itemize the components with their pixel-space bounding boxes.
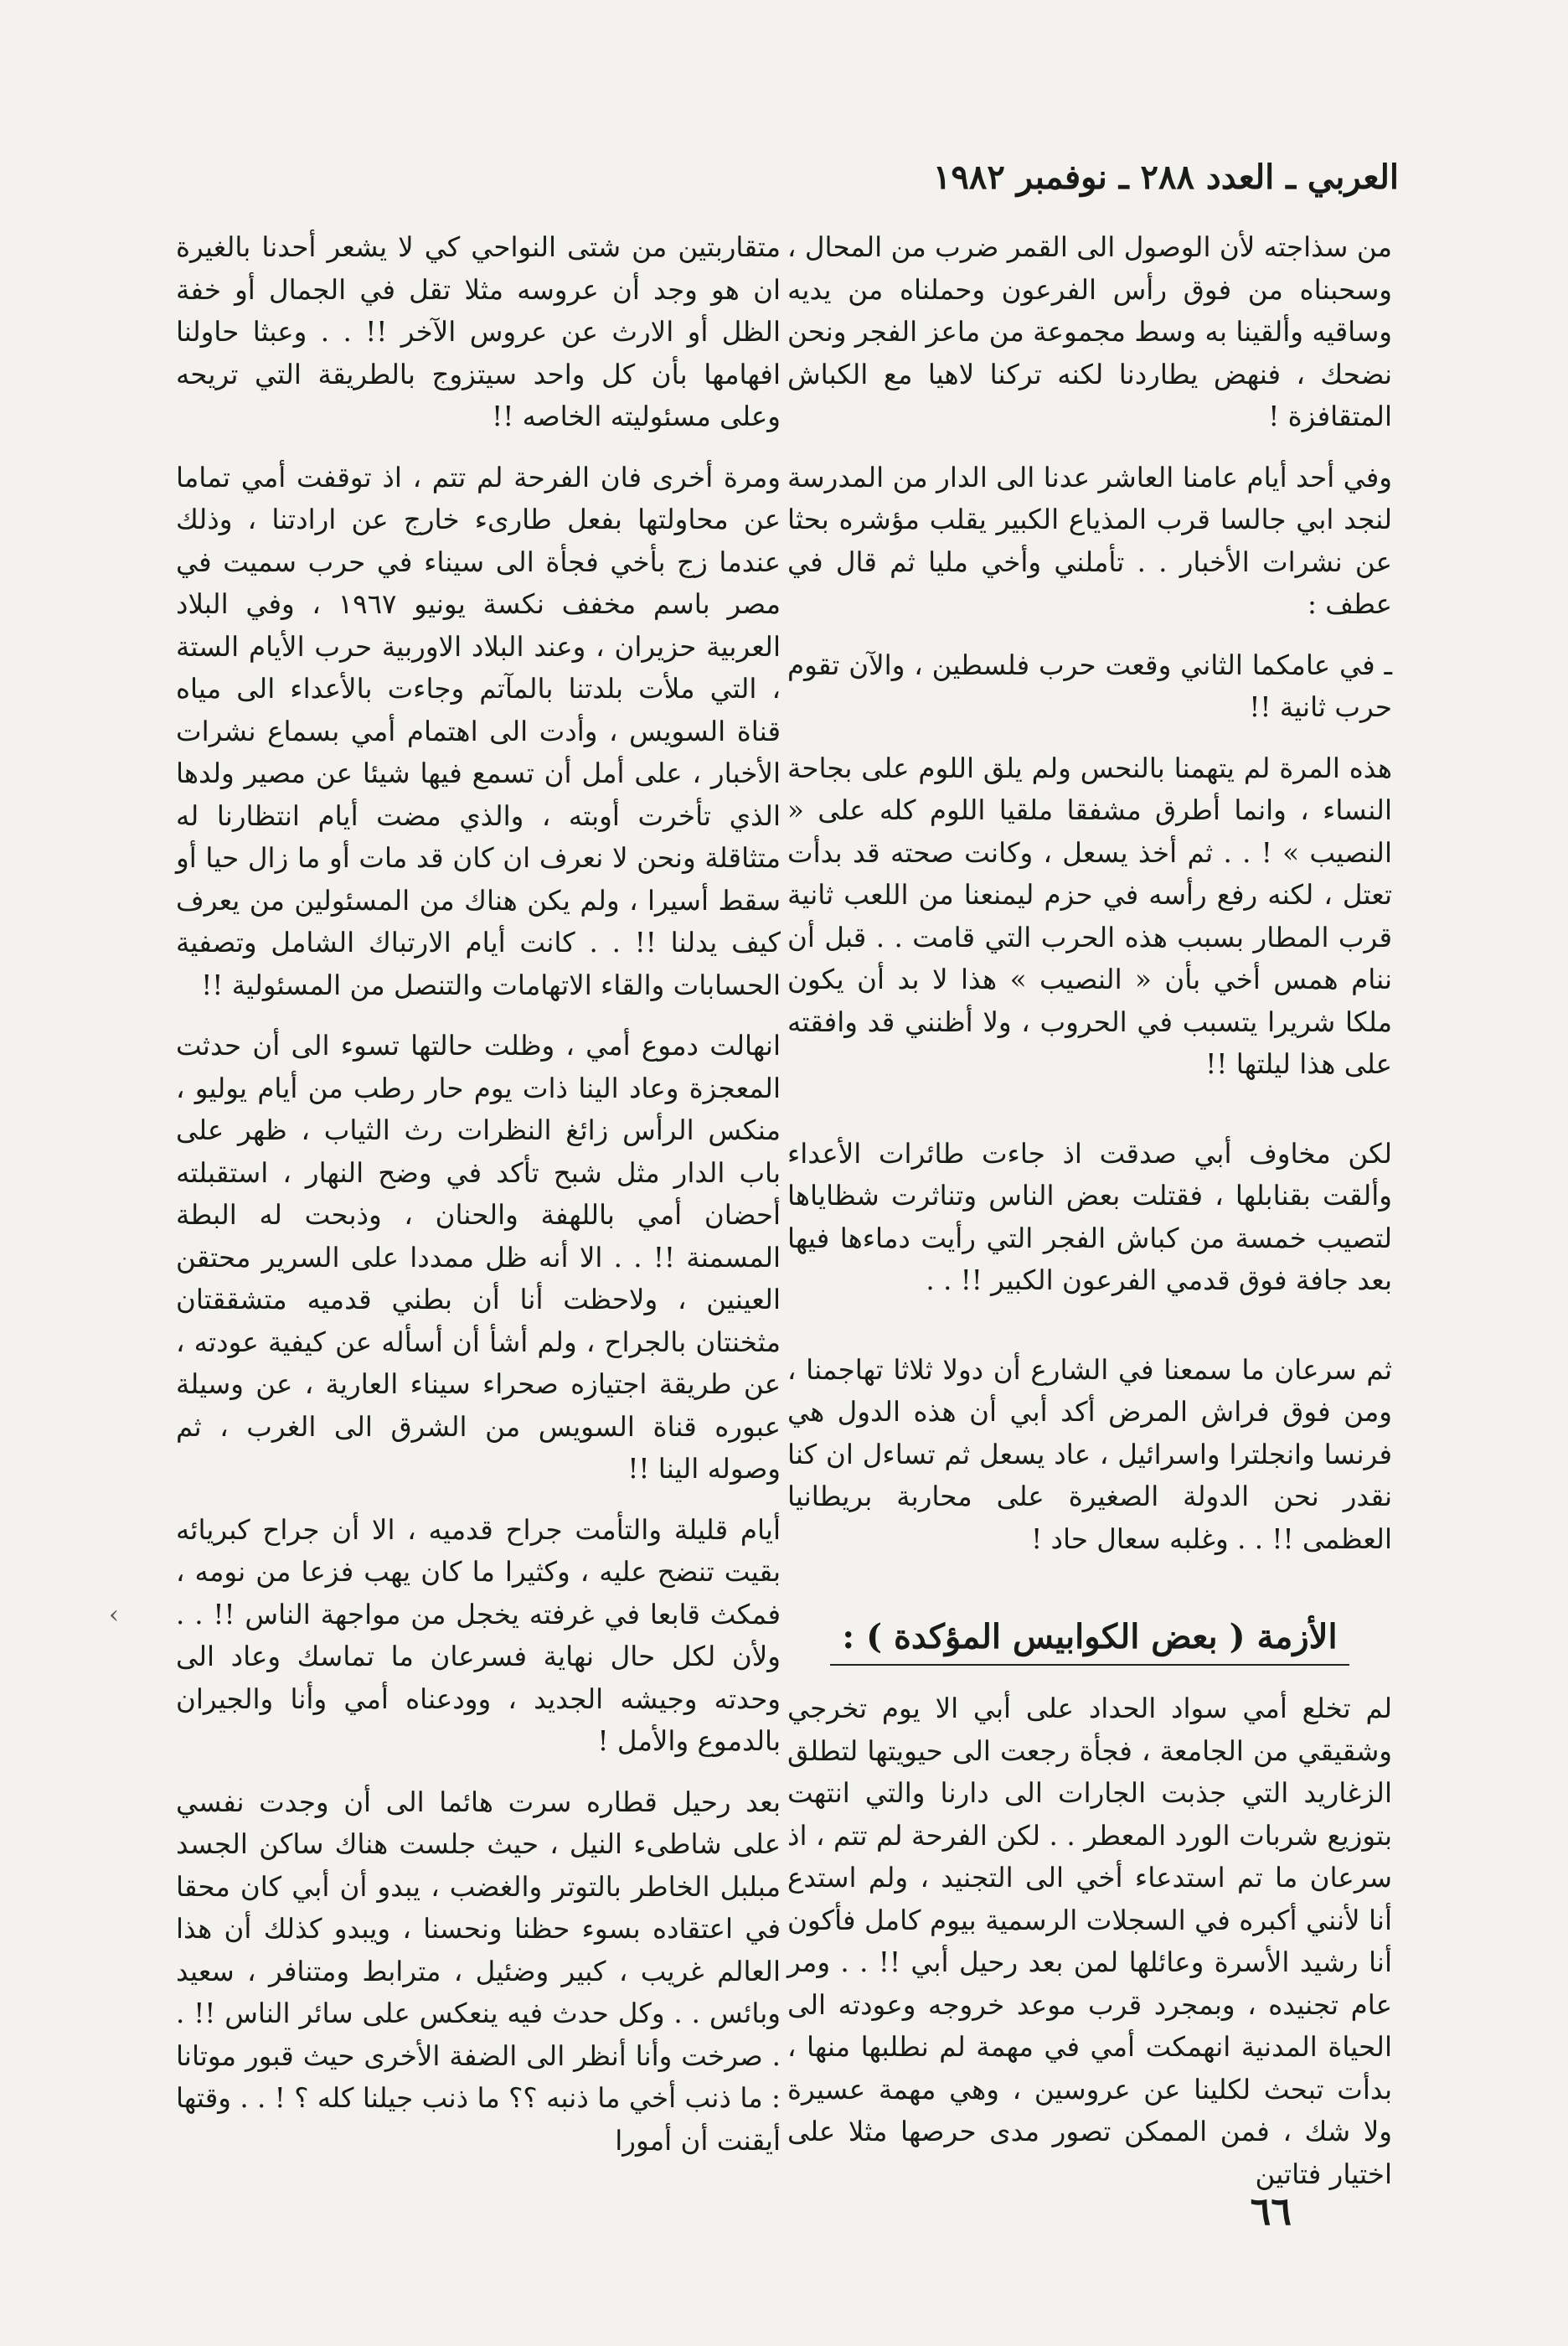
left-column — [176, 226, 781, 2180]
paragraph: لكن مخاوف أبي صدقت اذ جاءت طائرات الأعداء وألقت بقنابلها ، فقتلت بعض الناس وتناثرت شظاياها لتصيب خمسة من كباش الفجر التي رأيت دماءها فيها بعد جافة فوق قدمي الفرعون الكبير !! . . — [787, 1137, 1392, 1296]
paragraph: بعد رحيل قطاره سرت هائما الى أن وجدت نفسي على شاطىء النيل ، حيث جلست هناك ساكن الجسد مبلبل الخاطر بالتوتر والغضب ، يبدو أن أبي كان محقا في اعتقاده بسوء حظنا ونحسنا ، ويبدو كذلك أن هذا العالم غريب ، كبير وضئيل ، مترابط ومتنافر ، سعيد وبائس . . وكل حدث فيه ينعكس على سائر الناس !! . . صرخت وأنا أنظر الى الضفة الأخرى حيث قبور موتانا : ما ذنب أخي ما ذنبه ؟؟ ما ذنب جيلنا كله ؟ ! . . وقتها أيقنت أن أمورا — [176, 1785, 781, 2157]
paragraph: أيام قليلة والتأمت جراح قدميه ، الا أن جراح كبريائه بقيت تنضح عليه ، وكثيرا ما كان يهب فزعا من نومه ، فمكث قابعا في غرفته يخجل من مواجهة الناس !! . . ولأن لكل حال نهاية فسرعان ما تماسك وعاد الى وحدته وجيشه الجديد ، وودعناه أمي وأنا والجيران بالدموع والأمل ! — [176, 1513, 781, 1757]
paragraph: هذه المرة لم يتهمنا بالنحس ولم يلق اللوم على بجاحة النساء ، وانما أطرق مشفقا ملقيا اللوم كله على « النصيب » ! . . ثم أخذ يسعل ، وكانت صحته قد بدأت تعتل ، لكنه رفع رأسه في حزم ليمنعنا من اللعب ثانية قرب المطار بسبب هذه الحرب التي قامت . . قبل أن ننام همس أخي بأن « النصيب » هذا لا بد أن يكون ملكا شريرا يتسبب في الحروب ، ولا أظنني قد وافقته على هذا ليلتها !! — [787, 752, 1392, 1080]
running-header: العربي ـ العدد ٢٨٨ ـ نوفمبر ١٩٨٢ — [932, 158, 1399, 197]
right-column — [787, 226, 1392, 2214]
section-heading: الأزمة ( بعض الكوابيس المؤكدة ) : — [842, 1617, 1338, 1656]
section-divider — [830, 1664, 1349, 1666]
paragraph: من سذاجته لأن الوصول الى القمر ضرب من المحال ، وسحبناه من فوق رأس الفرعون وحملناه من يديه وساقيه وألقينا به وسط مجموعة من ماعز الفجر ونحن نضحك ، فنهض يطاردنا لكنه تركنا لاهيا مع الكباش المتقافزة ! — [787, 231, 1392, 432]
paragraph: انهالت دموع أمي ، وظلت حالتها تسوء الى أن حدثت المعجزة وعاد الينا ذات يوم حار رطب من أيام يوليو ، منكس الرأس زائغ النظرات رث الثياب ، ظهر على باب الدار مثل شبح تأكد في وضح النهار ، استقبلته أحضان أمي باللهفة والحنان ، وذبحت له البطة المسمنة !! . . الا أنه ظل ممددا على السرير محتقن العينين ، ولاحظت أنا أن بطني قدميه متشققتان مثخنتان بالجراح ، ولم أشأ أن أسأله عن كيفية عودته ، عن طريقة اجتيازه صحراء سيناء العارية ، عن وسيلة عبوره قناة السويس من الشرق الى الغرب ، ثم وصوله الينا !! — [176, 1030, 781, 1485]
page-number: ٦٦ — [1250, 2188, 1292, 2234]
margin-mark: › — [109, 1600, 119, 1630]
paragraph: وفي أحد أيام عامنا العاشر عدنا الى الدار من المدرسة لنجد ابي جالسا قرب المذياع الكبير يقلب مؤشره بحثا عن نشرات الأخبار . . تأملني وأخي مليا ثم قال في عطف : — [787, 461, 1392, 620]
paragraph: متقاربتين من شتى النواحي كي لا يشعر أحدنا بالغيرة ان هو وجد أن عروسه مثلا تقل في الجمال أو خفة الظل أو الارث عن عروس الآخر !! . . وعبثا حاولنا افهامها بأن كل واحد سيتزوج بالطريقة التي تريحه وعلى مسئوليته الخاصه !! — [176, 231, 781, 432]
paragraph: ثم سرعان ما سمعنا في الشارع أن دولا ثلاثا تهاجمنا ، ومن فوق فراش المرض أكد أبي أن هذه الدول هي فرنسا وانجلترا واسرائيل ، عاد يسعل ثم تساءل ان كنا نقدر نحن الدولة الصغيرة على محاربة بريطانيا العظمى !! . . وغلبه سعال حاد ! — [787, 1353, 1392, 1555]
paragraph: ومرة أخرى فان الفرحة لم تتم ، اذ توقفت أمي تماما عن محاولتها بفعل طارىء خارج عن ارادتنا ، وذلك عندما زج بأخي فجأة الى سيناء في حرب سميت في مصر باسم مخفف نكسة يونيو ١٩٦٧ ، وفي البلاد العربية حزيران ، وعند البلاد الاوربية حرب الأيام الستة ، التي ملأت بلدتنا بالمآتم وجاءت بالأعداء الى مياه قناة السويس ، وأدت الى اهتمام أمي بسماع نشرات الأخبار ، على أمل أن تسمع فيها شيئا عن مصير ولدها الذي تأخرت أوبته ، والذي مضت أيام انتظارنا له متثاقلة ونحن لا نعرف ان كان قد مات أو ما زال حيا أو سقط أسيرا ، ولم يكن هناك من المسئولين من يعرف كيف يدلنا !! . . كانت أيام الارتباك الشامل وتصفية الحسابات والقاء الاتهامات والتنصل من المسئولية !! — [176, 461, 781, 1001]
paragraph: ـ في عامكما الثاني وقعت حرب فلسطين ، والآن تقوم حرب ثانية !! — [787, 649, 1392, 723]
paragraph: لم تخلع أمي سواد الحداد على أبي الا يوم تخرجي وشقيقي من الجامعة ، فجأة رجعت الى حيويتها لتطلق الزغاريد التي جذبت الجارات الى دارنا والتي انتهت بتوزيع شربات الورد المعطر . . لكن الفرحة لم تتم ، اذ سرعان ما تم استدعاء أخي الى التجنيد ، ولم استدع أنا لأنني أكبره في السجلات الرسمية بيوم كامل فأكون أنا رشيد الأسرة وعائلها لمن بعد رحيل أبي !! . . ومر عام تجنيده ، وبمجرد قرب موعد خروجه وعودته الى الحياة المدنية انهمكت أمي في مهمة لم نطلبها منها ، بدأت تبحث لكلينا عن عروسين ، وهي مهمة عسيرة ولا شك ، فمن الممكن تصور مدى حرصها مثلا على اختيار فتاتين — [787, 1692, 1392, 2190]
